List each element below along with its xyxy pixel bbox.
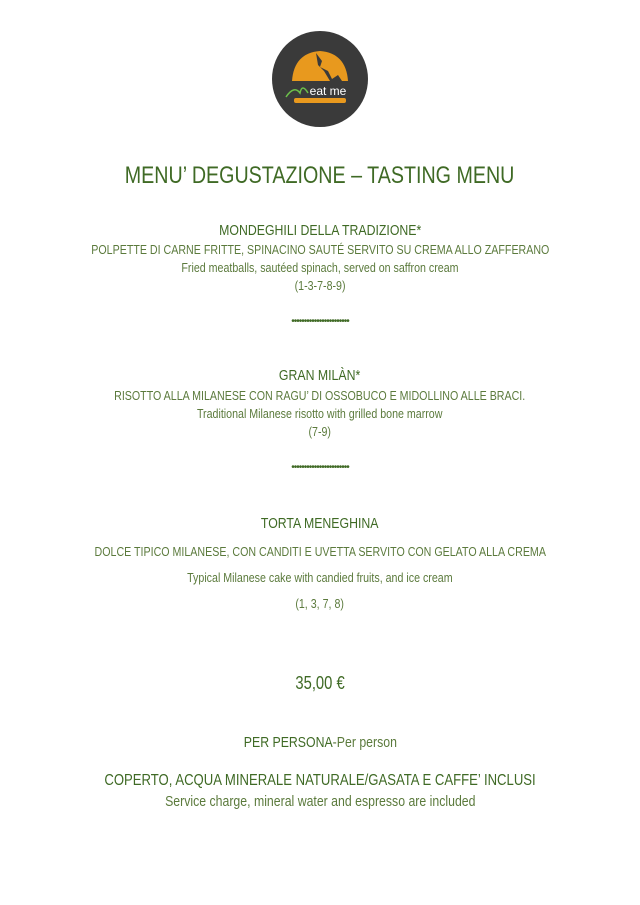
course-3-name: TORTA MENEGHINA xyxy=(261,515,379,532)
logo xyxy=(272,31,368,127)
separator: ••••••••••••••••••••••• xyxy=(291,462,349,473)
price: 35,00 € xyxy=(295,673,345,693)
burger-logo-icon xyxy=(272,31,368,127)
course-1-name: MONDEGHILI DELLA TRADIZIONE* xyxy=(218,222,422,239)
course-3-italian: DOLCE TIPICO MILANESE, CON CANDITI E UVETTA SERVITO CON GELATO ALLA CREMA xyxy=(94,544,546,559)
course-1-italian: POLPETTE DI CARNE FRITTE, SPINACINO SAUTÉ SERVITO SU CREMA ALLO ZAFFERANO xyxy=(90,242,550,257)
per-person: PER PERSONA-Per person xyxy=(243,734,397,751)
logo-text: eat me xyxy=(309,84,347,98)
course-1-english: Fried meatballs, sautéed spinach, served on saffron cream xyxy=(181,260,459,275)
page-title: MENU’ DEGUSTAZIONE – TASTING MENU xyxy=(125,162,515,189)
separator: ••••••••••••••••••••••• xyxy=(291,316,349,327)
included-english: Service charge, mineral water and espresso are included xyxy=(164,793,476,810)
included-italian: COPERTO, ACQUA MINERALE NATURALE/GASATA E CAFFE’ INCLUSI xyxy=(104,772,536,789)
course-2-name: GRAN MILÀN* xyxy=(279,367,361,384)
course-2-english: Traditional Milanese risotto with grilled bone marrow xyxy=(197,406,443,421)
course-2-italian: RISOTTO ALLA MILANESE CON RAGU’ DI OSSOBUCO E MIDOLLINO ALLE BRACI. xyxy=(114,388,526,403)
course-3-english: Typical Milanese cake with candied fruits, and ice cream xyxy=(187,570,453,585)
course-2-allergens: (7-9) xyxy=(308,424,332,439)
course-1-allergens: (1-3-7-8-9) xyxy=(294,278,346,293)
course-3-allergens: (1, 3, 7, 8) xyxy=(295,596,345,611)
